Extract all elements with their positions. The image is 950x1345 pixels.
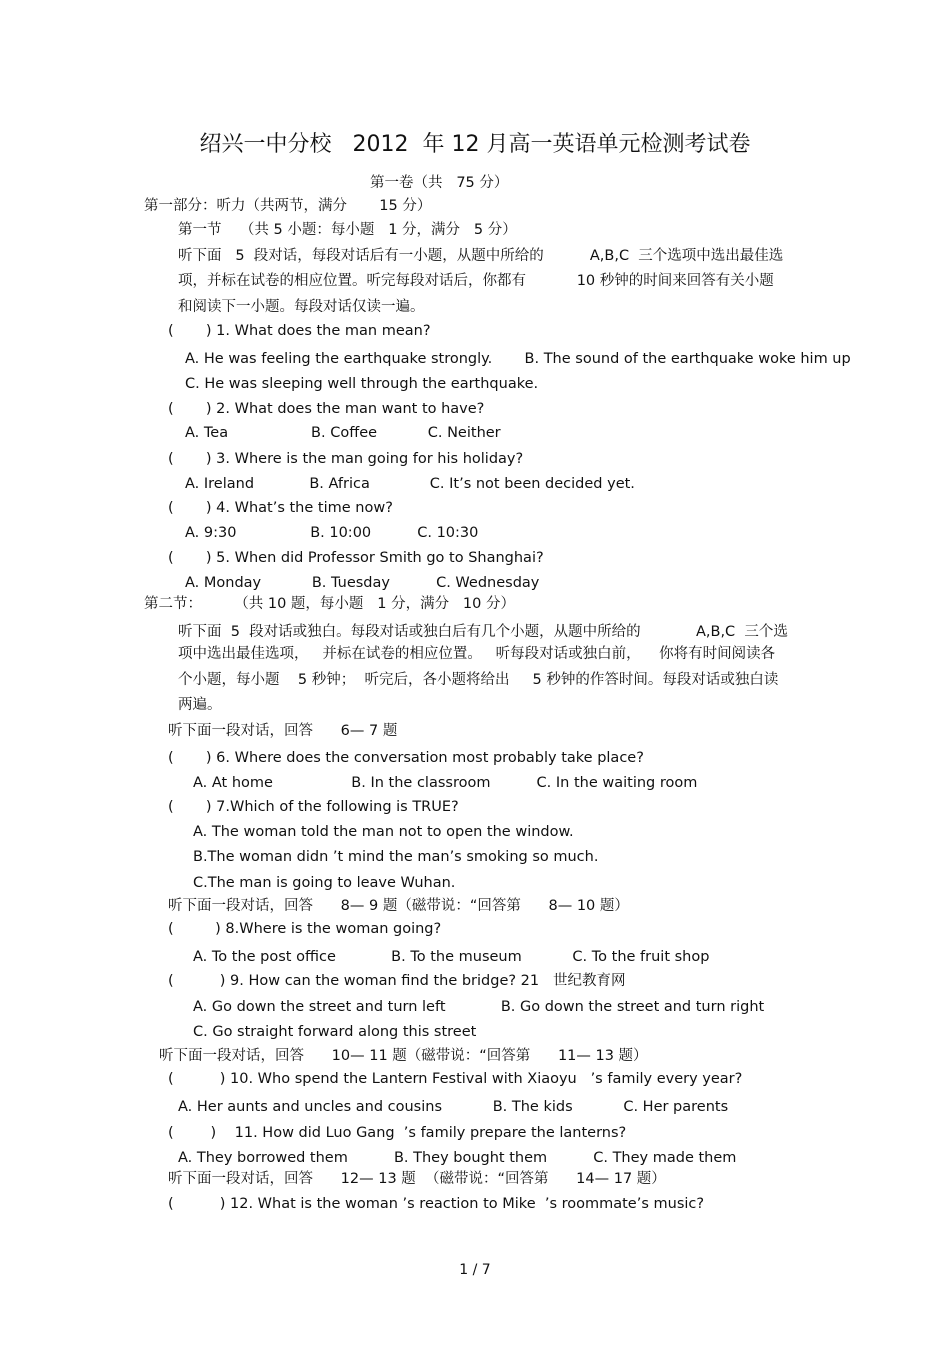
page-number: 1 / 7 bbox=[459, 1262, 491, 1278]
options-row: A. Tea B. Coffee C. Neither bbox=[185, 425, 501, 441]
options-row: A. Monday B. Tuesday C. Wednesday bbox=[185, 575, 540, 591]
options-row: A. The woman told the man not to open the window. bbox=[193, 824, 574, 840]
options-row: C. Go straight forward along this street bbox=[193, 1024, 477, 1040]
instruction-line: 项，并标在试卷的相应位置。听完每段对话后，你都有 10 秒钟的时间来回答有关小题 bbox=[178, 273, 774, 289]
options-row: A. Ireland B. Africa C. It’s not been decided yet. bbox=[185, 476, 635, 492]
options-row: A. Go down the street and turn left B. Go down the street and turn right bbox=[193, 999, 765, 1015]
question-3: ( ) 3. Where is the man going for his holiday? bbox=[168, 451, 524, 467]
question-5: ( ) 5. When did Professor Smith go to Shanghai? bbox=[168, 550, 544, 566]
question-2: ( ) 2. What does the man want to have? bbox=[168, 401, 485, 417]
options-row: A. 9:30 B. 10:00 C. 10:30 bbox=[185, 525, 479, 541]
group-heading: 听下面一段对话，回答 10— 11 题（磁带说：“回答第 11— 13 题） bbox=[159, 1048, 648, 1064]
options-row: A. At home B. In the classroom C. In the waiting room bbox=[193, 775, 698, 791]
instruction-line: 项中选出最佳选项， 并标在试卷的相应位置。 听每段对话或独白前， 你将有时间阅读各 bbox=[178, 646, 776, 662]
section-heading: 第二节： （共 10 题，每小题 1 分，满分 10 分） bbox=[144, 596, 515, 612]
question-1: ( ) 1. What does the man mean? bbox=[168, 323, 431, 339]
part-heading: 第一部分：听力（共两节，满分 15 分） bbox=[144, 198, 432, 214]
instruction-line: 和阅读下一小题。每段对话仅读一遍。 bbox=[178, 299, 425, 315]
instruction-line: 听下面 5 段对话或独白。每段对话或独白后有几个小题，从题中所给的 A,B,C 三个选 bbox=[178, 624, 788, 640]
question-9: ( ) 9. How can the woman find the bridge? 21 世纪教育网 bbox=[168, 973, 626, 989]
options-row: C. He was sleeping well through the earthquake. bbox=[185, 376, 539, 392]
question-7: ( ) 7.Which of the following is TRUE? bbox=[168, 799, 459, 815]
options-row: C.The man is going to leave Wuhan. bbox=[193, 875, 456, 891]
instruction-line: 个小题，每小题 5 秒钟； 听完后，各小题将给出 5 秒钟的作答时间。每段对话或独白读 bbox=[178, 672, 779, 688]
group-heading: 听下面一段对话，回答 8— 9 题（磁带说：“回答第 8— 10 题） bbox=[168, 898, 629, 914]
options-row: A. They borrowed them B. They bought them C. They made them bbox=[178, 1150, 737, 1166]
section-heading: 第一节 （共 5 小题：每小题 1 分，满分 5 分） bbox=[178, 222, 517, 238]
options-row: B.The woman didn ’t mind the man’s smoking so much. bbox=[193, 849, 599, 865]
instruction-line: 两遍。 bbox=[178, 697, 222, 713]
group-heading: 听下面一段对话，回答 12— 13 题 （磁带说：“回答第 14— 17 题） bbox=[168, 1171, 666, 1187]
exam-title: 绍兴一中分校 2012 年 12 月高一英语单元检测考试卷 bbox=[199, 132, 751, 157]
group-heading: 听下面一段对话，回答 6— 7 题 bbox=[168, 723, 398, 739]
instruction-line: 听下面 5 段对话，每段对话后有一小题，从题中所给的 A,B,C 三个选项中选出最佳选 bbox=[178, 248, 784, 264]
question-6: ( ) 6. Where does the conversation most probably take place? bbox=[168, 750, 644, 766]
volume-heading: 第一卷（共 75 分） bbox=[370, 175, 509, 191]
question-4: ( ) 4. What’s the time now? bbox=[168, 500, 393, 516]
options-row: A. To the post office B. To the museum C. To the fruit shop bbox=[193, 949, 710, 965]
options-row: A. Her aunts and uncles and cousins B. The kids C. Her parents bbox=[178, 1099, 729, 1115]
question-8: ( ) 8.Where is the woman going? bbox=[168, 921, 442, 937]
options-row: A. He was feeling the earthquake strongly. B. The sound of the earthquake woke him up bbox=[185, 351, 851, 367]
question-10: ( ) 10. Who spend the Lantern Festival with Xiaoyu ’s family every year? bbox=[168, 1071, 743, 1087]
question-12: ( ) 12. What is the woman ’s reaction to Mike ’s roommate’s music? bbox=[168, 1196, 705, 1212]
question-11: ( ) 11. How did Luo Gang ’s family prepare the lanterns? bbox=[168, 1125, 627, 1141]
